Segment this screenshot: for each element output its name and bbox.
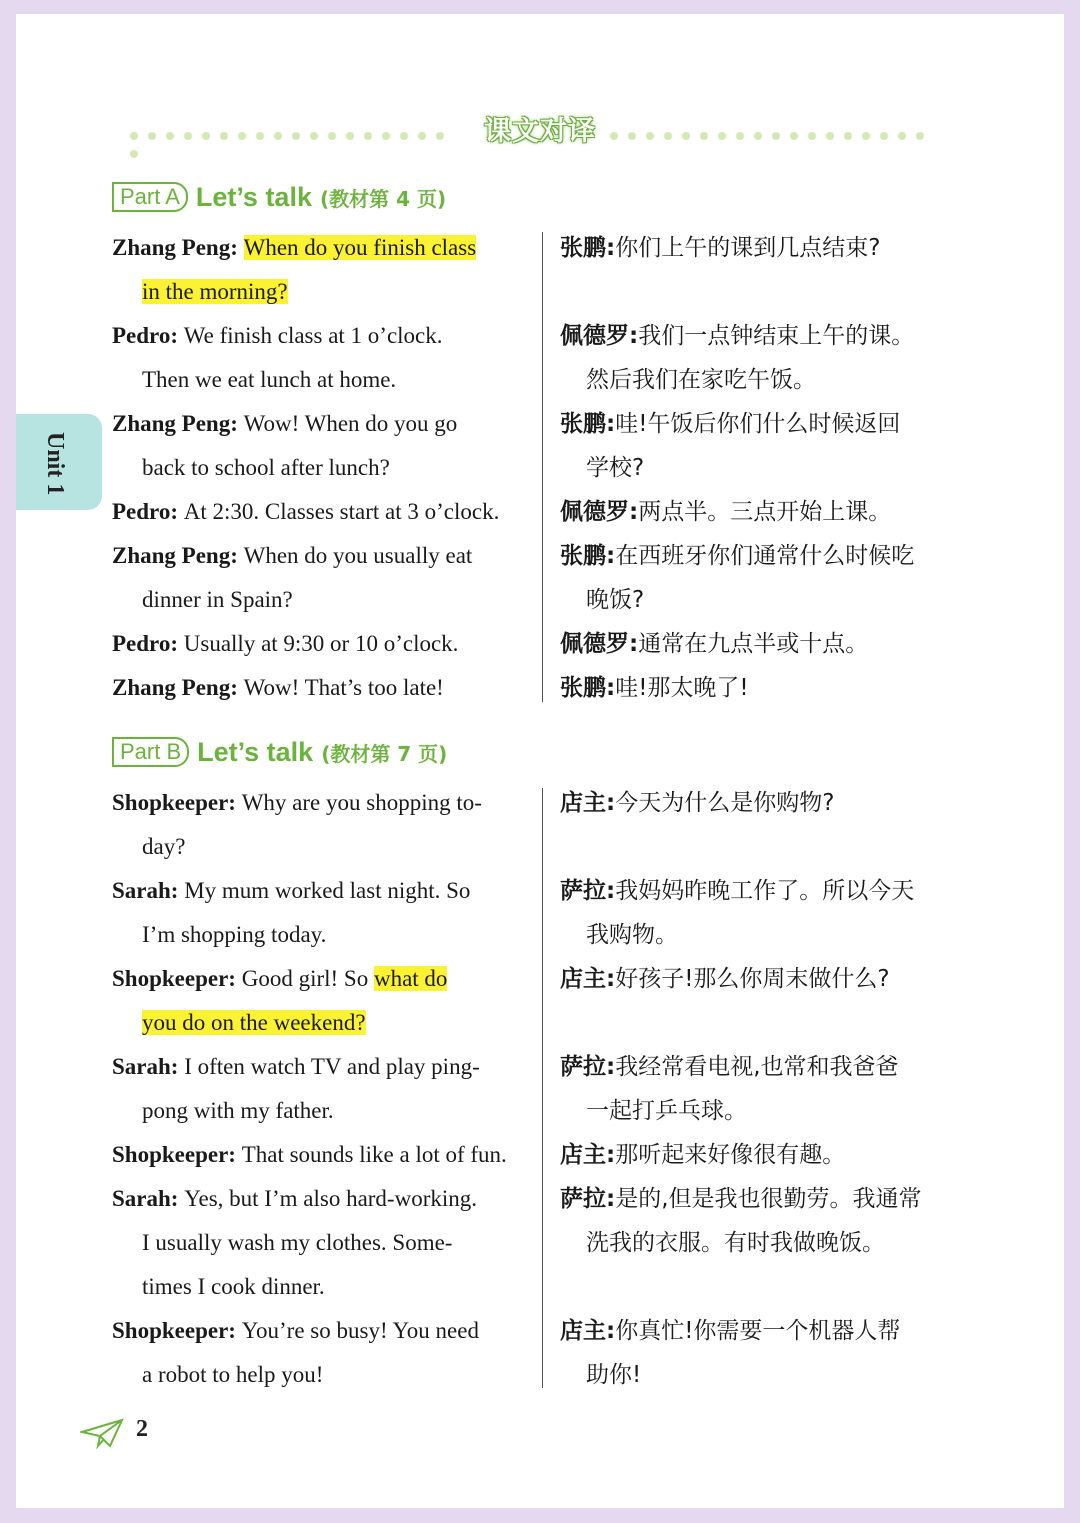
dialogue-row bbox=[112, 666, 982, 710]
text-line bbox=[560, 1177, 980, 1221]
chinese-translation bbox=[560, 490, 980, 534]
english-text bbox=[112, 314, 526, 402]
dialogue-text: I often watch TV and play ping- bbox=[184, 1054, 480, 1079]
banner-dot bbox=[274, 132, 282, 140]
paper-plane-icon bbox=[80, 1416, 124, 1450]
banner-dot bbox=[718, 132, 726, 140]
dialogue-row bbox=[112, 1045, 982, 1133]
banner-dot bbox=[772, 132, 780, 140]
speaker-name: Zhang Peng: bbox=[112, 543, 244, 568]
highlighted-text: you do on the weekend? bbox=[142, 1010, 366, 1035]
text-line bbox=[112, 666, 526, 710]
text-line bbox=[560, 314, 980, 358]
banner-dot bbox=[436, 132, 444, 140]
banner-dot bbox=[310, 132, 318, 140]
dialogue-text: 哇!午饭后你们什么时候返回 bbox=[615, 411, 901, 437]
speaker-name: Shopkeeper: bbox=[112, 1142, 242, 1167]
page-number: 2 bbox=[136, 1416, 148, 1442]
chinese-translation bbox=[560, 957, 980, 1001]
text-line bbox=[112, 314, 526, 358]
text-line bbox=[560, 578, 980, 622]
chinese-translation bbox=[560, 622, 980, 666]
text-line bbox=[112, 1001, 526, 1045]
text-line bbox=[112, 957, 526, 1001]
banner-dot bbox=[346, 132, 354, 140]
column-divider-a bbox=[542, 232, 543, 702]
english-text bbox=[112, 226, 526, 314]
text-line bbox=[112, 825, 526, 869]
english-text bbox=[112, 666, 526, 710]
dialogue-text: 通常在九点半或十点。 bbox=[638, 631, 869, 657]
dialogue-text: Usually at 9:30 or 10 o’clock. bbox=[183, 631, 459, 656]
banner-dot bbox=[400, 132, 408, 140]
banner-dots-left bbox=[130, 127, 470, 137]
dialogue-row bbox=[112, 226, 982, 314]
speaker-name: 萨拉: bbox=[560, 1054, 616, 1080]
banner-dot bbox=[130, 150, 138, 158]
dialogue-text: Then we eat lunch at home. bbox=[142, 367, 397, 392]
dialogue-row bbox=[112, 869, 982, 957]
dialogue-text: 那听起来好像很有趣。 bbox=[615, 1142, 846, 1168]
dialogue-text: 你真忙!你需要一个机器人帮 bbox=[615, 1318, 901, 1344]
text-line bbox=[560, 1309, 980, 1353]
banner-dot bbox=[256, 132, 264, 140]
english-text bbox=[112, 869, 526, 957]
speaker-name: Sarah: bbox=[112, 878, 185, 903]
english-text bbox=[112, 402, 526, 490]
part-a-tag: Part A bbox=[112, 182, 188, 212]
text-line bbox=[560, 1089, 980, 1133]
english-text bbox=[112, 781, 526, 869]
dialogue-row bbox=[112, 1309, 982, 1397]
speaker-name: Sarah: bbox=[112, 1186, 185, 1211]
dialogue-text: My mum worked last night. So bbox=[184, 878, 471, 903]
banner-dots-right bbox=[610, 127, 940, 137]
text-line bbox=[112, 1045, 526, 1089]
text-line bbox=[560, 666, 980, 710]
speaker-name: Sarah: bbox=[112, 1054, 185, 1079]
dialogue-text: 两点半。三点开始上课。 bbox=[638, 499, 892, 525]
speaker-name: Zhang Peng: bbox=[112, 235, 244, 260]
dialogue-row bbox=[112, 957, 982, 1045]
chinese-translation bbox=[560, 869, 980, 957]
speaker-name: Shopkeeper: bbox=[112, 790, 242, 815]
unit-side-tab bbox=[16, 414, 102, 510]
dialogue-text: times I cook dinner. bbox=[142, 1274, 325, 1299]
dialogue-row bbox=[112, 534, 982, 622]
text-line bbox=[560, 402, 980, 446]
dialogue-row bbox=[112, 1177, 982, 1309]
text-line bbox=[112, 446, 526, 490]
chinese-translation bbox=[560, 666, 980, 710]
text-line bbox=[112, 490, 526, 534]
banner-dot bbox=[646, 132, 654, 140]
speaker-name: 张鹏: bbox=[560, 543, 616, 569]
dialogue-text: 我经常看电视,也常和我爸爸 bbox=[615, 1054, 899, 1080]
text-line bbox=[560, 490, 980, 534]
dialogue-text: 我妈妈昨晚工作了。所以今天 bbox=[615, 878, 915, 904]
dialogue-text: 洗我的衣服。有时我做晚饭。 bbox=[586, 1230, 885, 1256]
dialogue-row bbox=[112, 781, 982, 869]
text-line bbox=[112, 226, 526, 270]
speaker-name: 佩德罗: bbox=[560, 631, 639, 657]
text-line bbox=[560, 1045, 980, 1089]
banner-dot bbox=[382, 132, 390, 140]
part-a-title: Let’s talk bbox=[195, 181, 312, 212]
text-line bbox=[112, 402, 526, 446]
text-line bbox=[112, 1353, 526, 1397]
text-line bbox=[112, 534, 526, 578]
banner-dot bbox=[898, 132, 906, 140]
banner-dot bbox=[790, 132, 798, 140]
banner-dot bbox=[844, 132, 852, 140]
banner-dot bbox=[202, 132, 210, 140]
text-line bbox=[560, 1133, 980, 1177]
text-line bbox=[560, 534, 980, 578]
banner-dot bbox=[700, 132, 708, 140]
dialogue-text: 我购物。 bbox=[586, 922, 678, 948]
text-line bbox=[112, 1221, 526, 1265]
text-line bbox=[112, 270, 526, 314]
banner-dot bbox=[238, 132, 246, 140]
text-line bbox=[112, 1177, 526, 1221]
text-line bbox=[560, 869, 980, 913]
dialogue-text: That sounds like a lot of fun. bbox=[241, 1142, 507, 1167]
speaker-name: 萨拉: bbox=[560, 1186, 616, 1212]
speaker-name: Zhang Peng: bbox=[112, 411, 244, 436]
english-text bbox=[112, 1045, 526, 1133]
text-line bbox=[112, 1265, 526, 1309]
banner-dot bbox=[808, 132, 816, 140]
text-line bbox=[112, 1309, 526, 1353]
dialogue-row bbox=[112, 314, 982, 402]
text-line bbox=[112, 1089, 526, 1133]
highlighted-text: When do you finish class bbox=[243, 235, 477, 260]
lesson-banner bbox=[120, 112, 950, 152]
text-line bbox=[560, 957, 980, 1001]
dialogue-text: a robot to help you! bbox=[142, 1362, 324, 1387]
dialogue-text: Good girl! So bbox=[241, 966, 374, 991]
dialogue-text: 今天为什么是你购物? bbox=[615, 790, 835, 816]
text-line bbox=[560, 1221, 980, 1265]
text-line bbox=[560, 358, 980, 402]
part-a-header bbox=[112, 180, 446, 214]
speaker-name: Shopkeeper: bbox=[112, 966, 242, 991]
speaker-name: 张鹏: bbox=[560, 411, 616, 437]
banner-dot bbox=[610, 132, 618, 140]
banner-dot bbox=[328, 132, 336, 140]
dialogue-text: dinner in Spain? bbox=[142, 587, 293, 612]
text-line bbox=[560, 1353, 980, 1397]
dialogue-row bbox=[112, 1133, 982, 1177]
text-line bbox=[560, 622, 980, 666]
banner-dot bbox=[682, 132, 690, 140]
chinese-translation bbox=[560, 781, 980, 825]
banner-dot bbox=[148, 132, 156, 140]
banner-dot bbox=[628, 132, 636, 140]
unit-label: Unit 1 bbox=[42, 432, 68, 496]
english-text bbox=[112, 534, 526, 622]
banner-dot bbox=[292, 132, 300, 140]
speaker-name: Pedro: bbox=[112, 631, 184, 656]
text-line bbox=[112, 578, 526, 622]
dialogue-text: day? bbox=[142, 834, 186, 859]
chinese-translation bbox=[560, 1309, 980, 1397]
text-line bbox=[112, 869, 526, 913]
chinese-translation bbox=[560, 314, 980, 402]
dialogue-text: Yes, but I’m also hard-working. bbox=[184, 1186, 478, 1211]
chinese-translation bbox=[560, 1177, 980, 1265]
dialogue-text: 好孩子!那么你周末做什么? bbox=[615, 966, 890, 992]
dialogue-row bbox=[112, 490, 982, 534]
dialogue-text: 晚饭? bbox=[586, 587, 645, 613]
dialogue-text: 助你! bbox=[586, 1362, 642, 1388]
speaker-name: 店主: bbox=[560, 790, 616, 816]
speaker-name: 佩德罗: bbox=[560, 323, 639, 349]
english-text bbox=[112, 1177, 526, 1309]
banner-title: 课文对译 bbox=[470, 112, 610, 152]
dialogue-row bbox=[112, 402, 982, 490]
banner-dot bbox=[130, 132, 138, 140]
dialogue-text: 在西班牙你们通常什么时候吃 bbox=[615, 543, 915, 569]
chinese-translation bbox=[560, 534, 980, 622]
text-line bbox=[112, 781, 526, 825]
speaker-name: 店主: bbox=[560, 1142, 616, 1168]
speaker-name: 张鹏: bbox=[560, 235, 616, 261]
text-line bbox=[560, 781, 980, 825]
highlighted-text: in the morning? bbox=[142, 279, 288, 304]
banner-dot bbox=[826, 132, 834, 140]
part-b-subtitle: (教材第 7 页) bbox=[321, 741, 448, 766]
dialogue-row bbox=[112, 622, 982, 666]
english-text bbox=[112, 957, 526, 1045]
text-line bbox=[112, 1133, 526, 1177]
dialogue-text: 我们一点钟结束上午的课。 bbox=[638, 323, 915, 349]
dialogue-text: 哇!那太晚了! bbox=[615, 675, 749, 701]
dialogue-text: 你们上午的课到几点结束? bbox=[615, 235, 881, 261]
part-b-header bbox=[112, 735, 447, 769]
dialogue-text: 学校? bbox=[586, 455, 645, 481]
dialogue-text: We finish class at 1 o’clock. bbox=[183, 323, 443, 348]
dialogue-text: pong with my father. bbox=[142, 1098, 334, 1123]
dialogue-text: You’re so busy! You need bbox=[241, 1318, 479, 1343]
text-line bbox=[560, 913, 980, 957]
chinese-translation bbox=[560, 1045, 980, 1133]
dialogue-text: At 2:30. Classes start at 3 o’clock. bbox=[183, 499, 500, 524]
part-b-title: Let’s talk bbox=[197, 736, 314, 767]
speaker-name: Zhang Peng: bbox=[112, 675, 244, 700]
speaker-name: Pedro: bbox=[112, 499, 184, 524]
dialogue-text: 然后我们在家吃午饭。 bbox=[586, 367, 816, 393]
dialogue-text: When do you usually eat bbox=[243, 543, 473, 568]
chinese-translation bbox=[560, 402, 980, 490]
speaker-name: Pedro: bbox=[112, 323, 184, 348]
speaker-name: Shopkeeper: bbox=[112, 1318, 242, 1343]
text-line bbox=[560, 446, 980, 490]
banner-dot bbox=[166, 132, 174, 140]
text-line bbox=[560, 226, 980, 270]
chinese-translation bbox=[560, 226, 980, 270]
dialogue-text: Wow! That’s too late! bbox=[243, 675, 444, 700]
highlighted-text: what do bbox=[373, 966, 448, 991]
banner-dot bbox=[364, 132, 372, 140]
dialogue-text: 是的,但是我也很勤劳。我通常 bbox=[615, 1186, 922, 1212]
banner-dot bbox=[220, 132, 228, 140]
dialogue-text: back to school after lunch? bbox=[142, 455, 390, 480]
chinese-translation bbox=[560, 1133, 980, 1177]
part-a-subtitle: (教材第 4 页) bbox=[319, 186, 447, 211]
column-divider-b bbox=[542, 788, 543, 1388]
banner-dot bbox=[664, 132, 672, 140]
english-text bbox=[112, 490, 526, 534]
text-line bbox=[112, 913, 526, 957]
speaker-name: 萨拉: bbox=[560, 878, 616, 904]
speaker-name: 店主: bbox=[560, 966, 616, 992]
text-line bbox=[112, 358, 526, 402]
english-text bbox=[112, 1309, 526, 1397]
english-text bbox=[112, 622, 526, 666]
text-line bbox=[112, 622, 526, 666]
part-b-tag: Part B bbox=[112, 737, 189, 767]
english-text bbox=[112, 1133, 526, 1177]
dialogue-text: I’m shopping today. bbox=[142, 922, 327, 947]
dialogue-text: Wow! When do you go bbox=[243, 411, 458, 436]
banner-dot bbox=[880, 132, 888, 140]
banner-dot bbox=[916, 132, 924, 140]
banner-dot bbox=[736, 132, 744, 140]
banner-dot bbox=[184, 132, 192, 140]
dialogue-text: 一起打乒乓球。 bbox=[586, 1098, 747, 1124]
speaker-name: 店主: bbox=[560, 1318, 616, 1344]
banner-dot bbox=[862, 132, 870, 140]
banner-dot bbox=[418, 132, 426, 140]
dialogue-text: I usually wash my clothes. Some- bbox=[142, 1230, 453, 1255]
dialogue-text: Why are you shopping to- bbox=[241, 790, 482, 815]
speaker-name: 佩德罗: bbox=[560, 499, 639, 525]
speaker-name: 张鹏: bbox=[560, 675, 616, 701]
banner-dot bbox=[754, 132, 762, 140]
